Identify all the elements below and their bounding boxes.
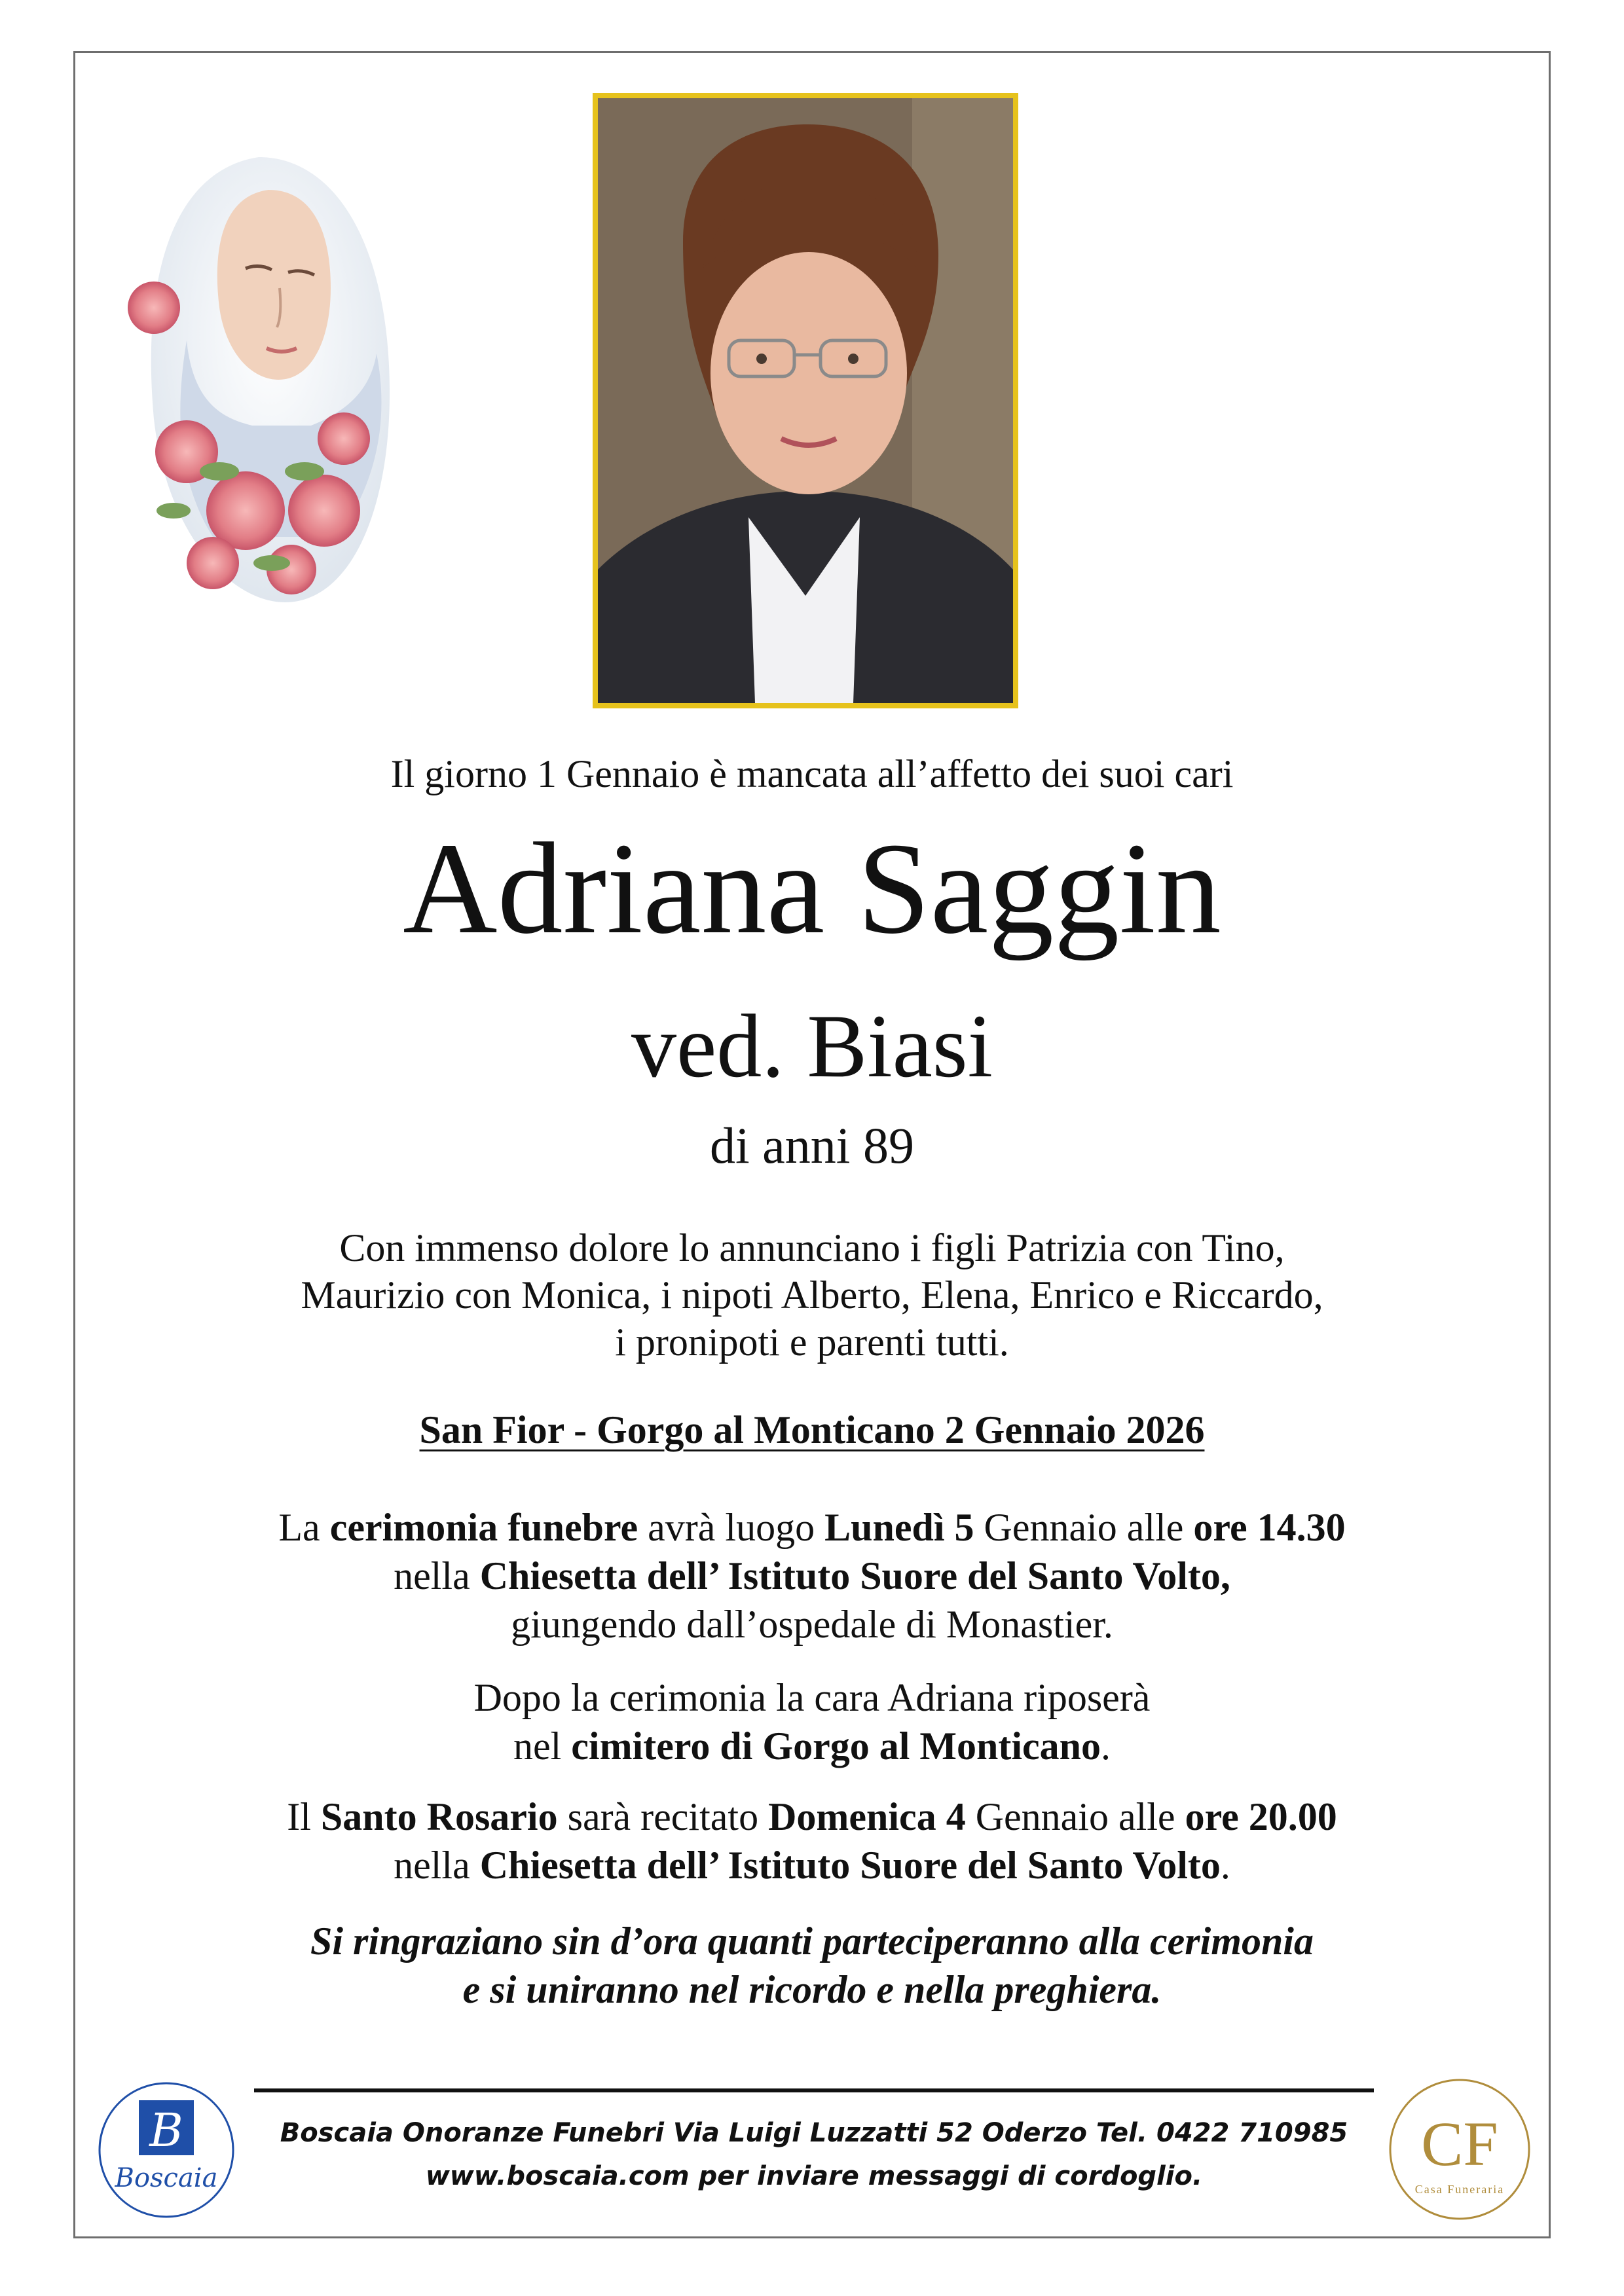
burial-info xyxy=(73,1673,1551,1770)
announcement xyxy=(73,1224,1551,1366)
announcement-line: Maurizio con Monica, i nipoti Alberto, Elena, Enrico e Riccardo, xyxy=(301,1273,1323,1317)
ceremony-line-3: giungendo dall’ospedale di Monastier. xyxy=(511,1603,1113,1646)
burial-line-1: Dopo la cerimonia la cara Adriana riposerà xyxy=(473,1676,1151,1719)
boscaia-logo xyxy=(97,2081,236,2219)
svg-text:B: B xyxy=(149,2104,183,2157)
footer-website: www.boscaia.com per inviare messaggi di cordoglio. xyxy=(425,2161,1203,2191)
deceased-name: Adriana Saggin xyxy=(403,816,1221,961)
rosary-info xyxy=(73,1793,1551,1889)
place-date xyxy=(73,1408,1551,1453)
announcement-line: Con immenso dolore lo annunciano i figli Patrizia con Tino, xyxy=(339,1226,1285,1269)
svg-text:Boscaia: Boscaia xyxy=(115,2163,218,2193)
announcement-line: i pronipoti e parenti tutti. xyxy=(615,1321,1009,1364)
footer-contact xyxy=(254,2111,1374,2198)
thanks-line-2: e si uniranno nel ricordo e nella preghiera. xyxy=(462,1968,1162,2011)
ceremony-line-1: La cerimonia funebre avrà luogo Lunedì 5 Gennaio alle ore 14.30 xyxy=(278,1506,1346,1549)
svg-text:Casa Funeraria: Casa Funeraria xyxy=(1414,2183,1505,2196)
rosary-line-2: nella Chiesetta dell’ Istituto Suore del Santo Volto. xyxy=(394,1844,1230,1887)
casa-funeraria-logo xyxy=(1387,2077,1532,2222)
svg-text:CF: CF xyxy=(1421,2109,1498,2179)
madonna-image xyxy=(115,144,403,615)
ceremony-line-2: nella Chiesetta dell’ Istituto Suore del Santo Volto, xyxy=(394,1554,1230,1597)
thanks-message xyxy=(73,1917,1551,2014)
rosary-line-1: Il Santo Rosario sarà recitato Domenica 4 Gennaio alle ore 20.00 xyxy=(287,1795,1337,1838)
deceased-age: di anni 89 xyxy=(710,1117,914,1174)
intro-text: Il giorno 1 Gennaio è mancata all’affetto dei suoi cari xyxy=(390,752,1234,795)
married-name: ved. Biasi xyxy=(631,996,993,1096)
place-date-text: San Fior - Gorgo al Monticano 2 Gennaio 2026 xyxy=(419,1408,1205,1451)
footer-divider xyxy=(254,2088,1374,2092)
thanks-line-1: Si ringraziano sin d’ora quanti parteciperanno alla cerimonia xyxy=(310,1920,1314,1963)
ceremony-info xyxy=(73,1503,1551,1649)
footer-address: Boscaia Onoranze Funebri Via Luigi Luzzatti 52 Oderzo Tel. 0422 710985 xyxy=(280,2118,1348,2148)
burial-line-2: nel cimitero di Gorgo al Monticano. xyxy=(513,1724,1111,1768)
portrait-photo xyxy=(593,93,1018,708)
